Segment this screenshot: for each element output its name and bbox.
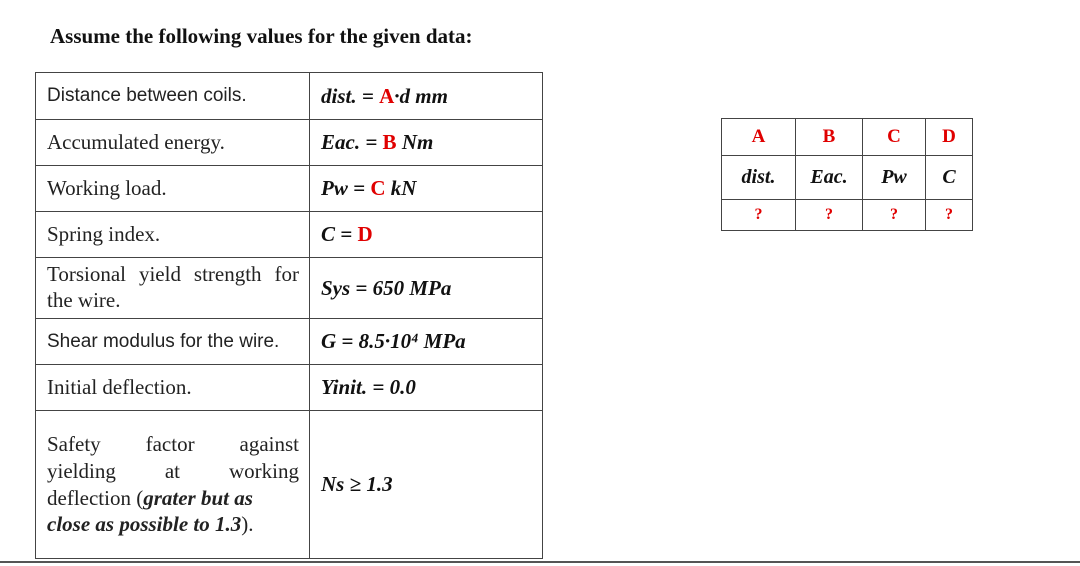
desc-word: yielding [47,458,116,483]
row-description: Working load. [36,166,310,212]
row-description: Initial deflection. [36,365,310,411]
row-value: Sys = 650 MPa [310,258,543,319]
desc-emphasis: close as possible to 1.3 [47,512,242,537]
value-suffix: ·d mm [394,83,448,108]
header-cell: C [863,119,926,156]
value-prefix: C = [321,222,358,246]
value-suffix: Nm [396,130,434,154]
answer-cell: ? [863,200,926,231]
table-row [36,411,543,559]
answer-symbol-row [722,156,973,200]
value-prefix: Eac. = [321,130,383,154]
value-suffix: kN [385,176,417,200]
value-prefix: Pw = [321,176,371,200]
value-prefix: dist. = [321,83,380,108]
value-placeholder: B [382,130,397,154]
desc-line [47,458,299,485]
answer-cell: ? [722,200,796,231]
desc-word: Safety [47,432,101,457]
header-cell: D [926,119,973,156]
desc-line [47,485,299,512]
table-row [36,120,543,166]
row-value [310,212,543,258]
header-cell: A [722,119,796,156]
answer-header-row [722,119,973,156]
table-row [36,166,543,212]
header-cell: B [796,119,863,156]
desc-text: ). [241,512,254,537]
desc-word: working [228,458,299,483]
row-description: Accumulated energy. [36,120,310,166]
table-row [36,258,543,319]
desc-word: factor [145,432,195,457]
page-heading: Assume the following values for the given data: [50,24,473,48]
row-description: Distance between coils. [36,73,310,120]
row-description: Shear modulus for the wire. [36,319,310,365]
desc-emphasis: grater but as [143,485,253,510]
row-description: Spring index. [36,212,310,258]
table-row [36,319,543,365]
desc-line [47,431,299,458]
row-value [310,120,543,166]
row-description: Torsional yield strength for the wire. [36,258,310,319]
row-value: G = 8.5·10⁴ MPa [310,319,543,365]
row-description [36,411,310,559]
table-row [36,73,543,120]
symbol-cell: C [926,156,973,200]
desc-word: against [239,432,299,457]
desc-word: at [164,458,180,483]
answer-cell: ? [796,200,863,231]
symbol-cell: Pw [863,156,926,200]
desc-text: deflection ( [47,485,144,510]
row-value: Yinit. = 0.0 [310,365,543,411]
answer-cell: ? [926,200,973,231]
symbol-cell: Eac. [796,156,863,200]
symbol-cell: dist. [722,156,796,200]
table-row [36,365,543,411]
bottom-divider [0,561,1080,563]
answer-value-row [722,200,973,231]
value-placeholder: A [379,83,395,108]
given-data-table [35,72,543,559]
answer-table [721,118,973,231]
row-value: Ns ≥ 1.3 [310,411,543,559]
row-value [310,73,543,120]
table-row [36,212,543,258]
row-value [310,166,543,212]
value-placeholder: C [370,176,386,200]
value-placeholder: D [357,222,373,246]
desc-line [47,511,299,538]
